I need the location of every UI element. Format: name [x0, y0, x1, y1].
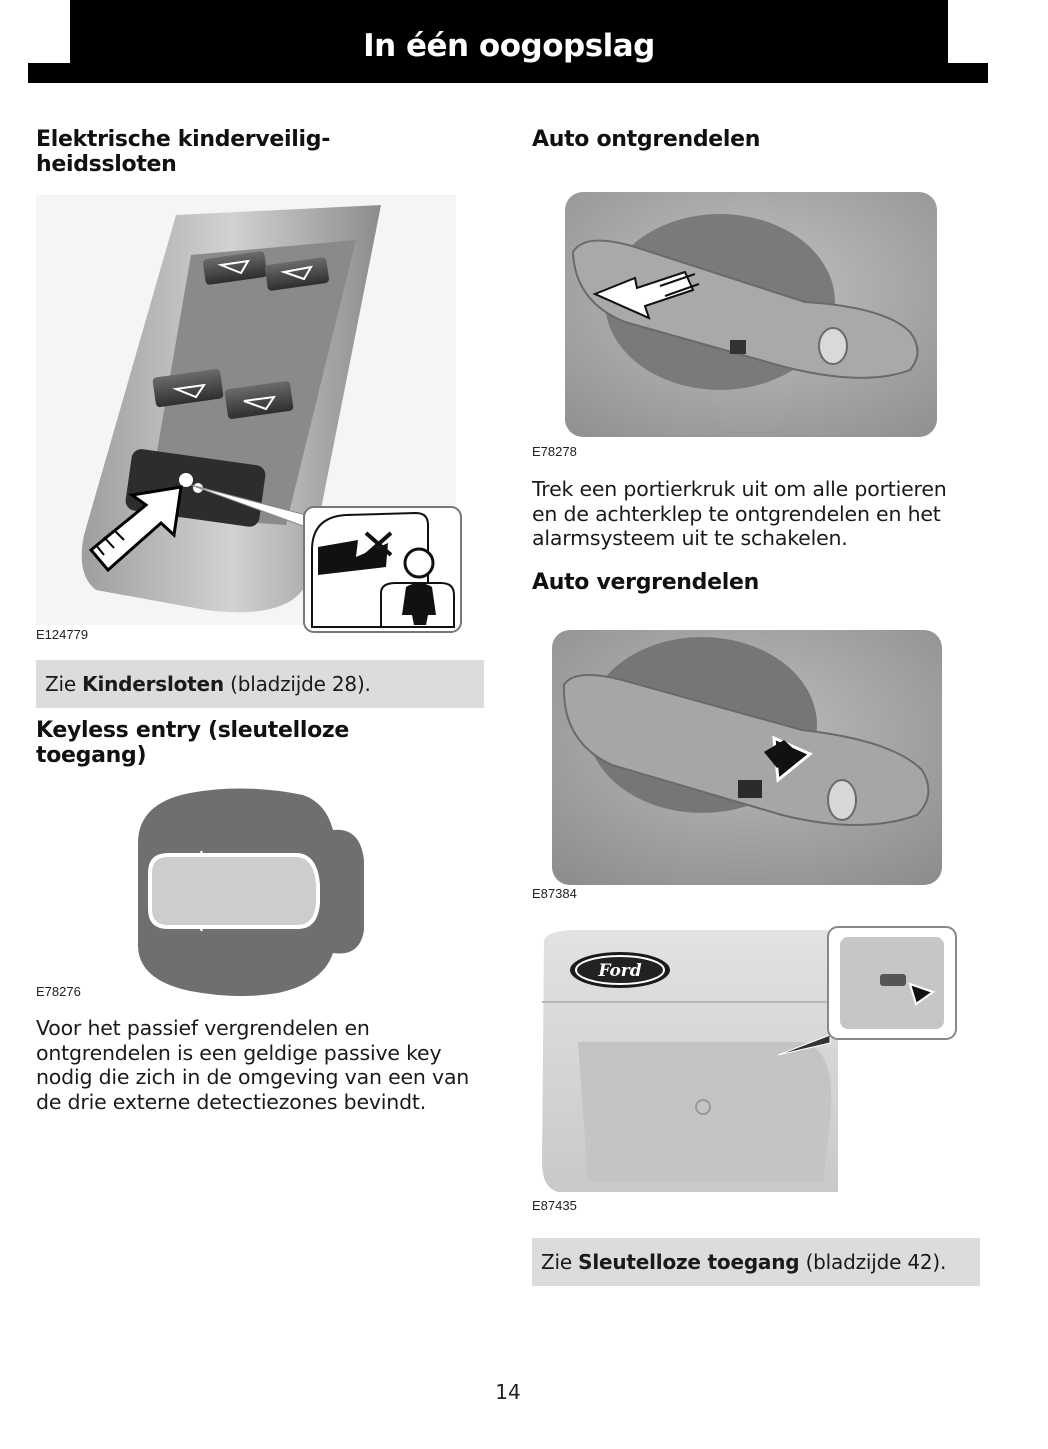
text-line: Voor het passief vergrendelen en — [36, 1016, 370, 1040]
reference-note-keyless-entry — [532, 1238, 980, 1286]
reference-note-child-lock — [36, 660, 484, 708]
text-line: alarmsysteem uit te schakelen. — [532, 526, 848, 550]
section-heading-keyless — [36, 718, 349, 768]
figure-code: E78278 — [532, 444, 577, 459]
text-line: de drie externe detectiezones bevindt. — [36, 1089, 427, 1114]
tailgate-button-illustration — [538, 922, 962, 1200]
figure-code: E78276 — [36, 984, 81, 999]
figure-code: E87435 — [532, 1198, 577, 1213]
page-title: In één oogopslag — [363, 28, 655, 64]
note-suffix: (bladzijde 42). — [805, 1250, 947, 1274]
text-line: en de achterklep te ontgrendelen en het — [532, 501, 941, 526]
note-prefix: Zie — [45, 672, 76, 696]
text-line: nodig die zich in de omgeving van een van — [36, 1065, 470, 1089]
section-heading-lock: Auto vergrendelen — [532, 570, 759, 595]
heading-line: Elektrische kinderveilig- — [36, 127, 331, 152]
door-handle-lock-illustration — [552, 630, 942, 888]
header-bar-left-tab — [28, 63, 72, 83]
door-handle-unlock-illustration — [565, 192, 937, 442]
keyless-description — [36, 1016, 469, 1114]
header-bar-right-tab — [946, 63, 988, 83]
figure-code: E124779 — [36, 627, 89, 642]
text-line: Trek een portierkruk uit om alle portieren — [532, 477, 947, 501]
section-heading-unlock: Auto ontgrendelen — [532, 127, 761, 152]
unlock-description — [532, 477, 947, 551]
section-heading-child-lock — [36, 127, 330, 177]
child-lock-switch-illustration — [36, 195, 486, 635]
heading-line: Keyless entry (sleutelloze — [36, 718, 350, 743]
text-line: ontgrendelen is een geldige passive key — [36, 1040, 442, 1065]
note-link-kindersloten[interactable]: Kindersloten — [82, 672, 224, 696]
note-link-sleutelloze-toegang[interactable]: Sleutelloze toegang — [578, 1250, 800, 1274]
page-number: 14 — [495, 1380, 521, 1404]
note-prefix: Zie — [541, 1250, 572, 1274]
figure-code: E87384 — [532, 886, 577, 901]
detection-zones-illustration — [128, 785, 373, 1000]
note-suffix: (bladzijde 28). — [230, 672, 371, 696]
heading-line: heidssloten — [36, 152, 177, 177]
ford-logo-text: Ford — [598, 961, 642, 981]
heading-line: toegang) — [36, 743, 147, 768]
